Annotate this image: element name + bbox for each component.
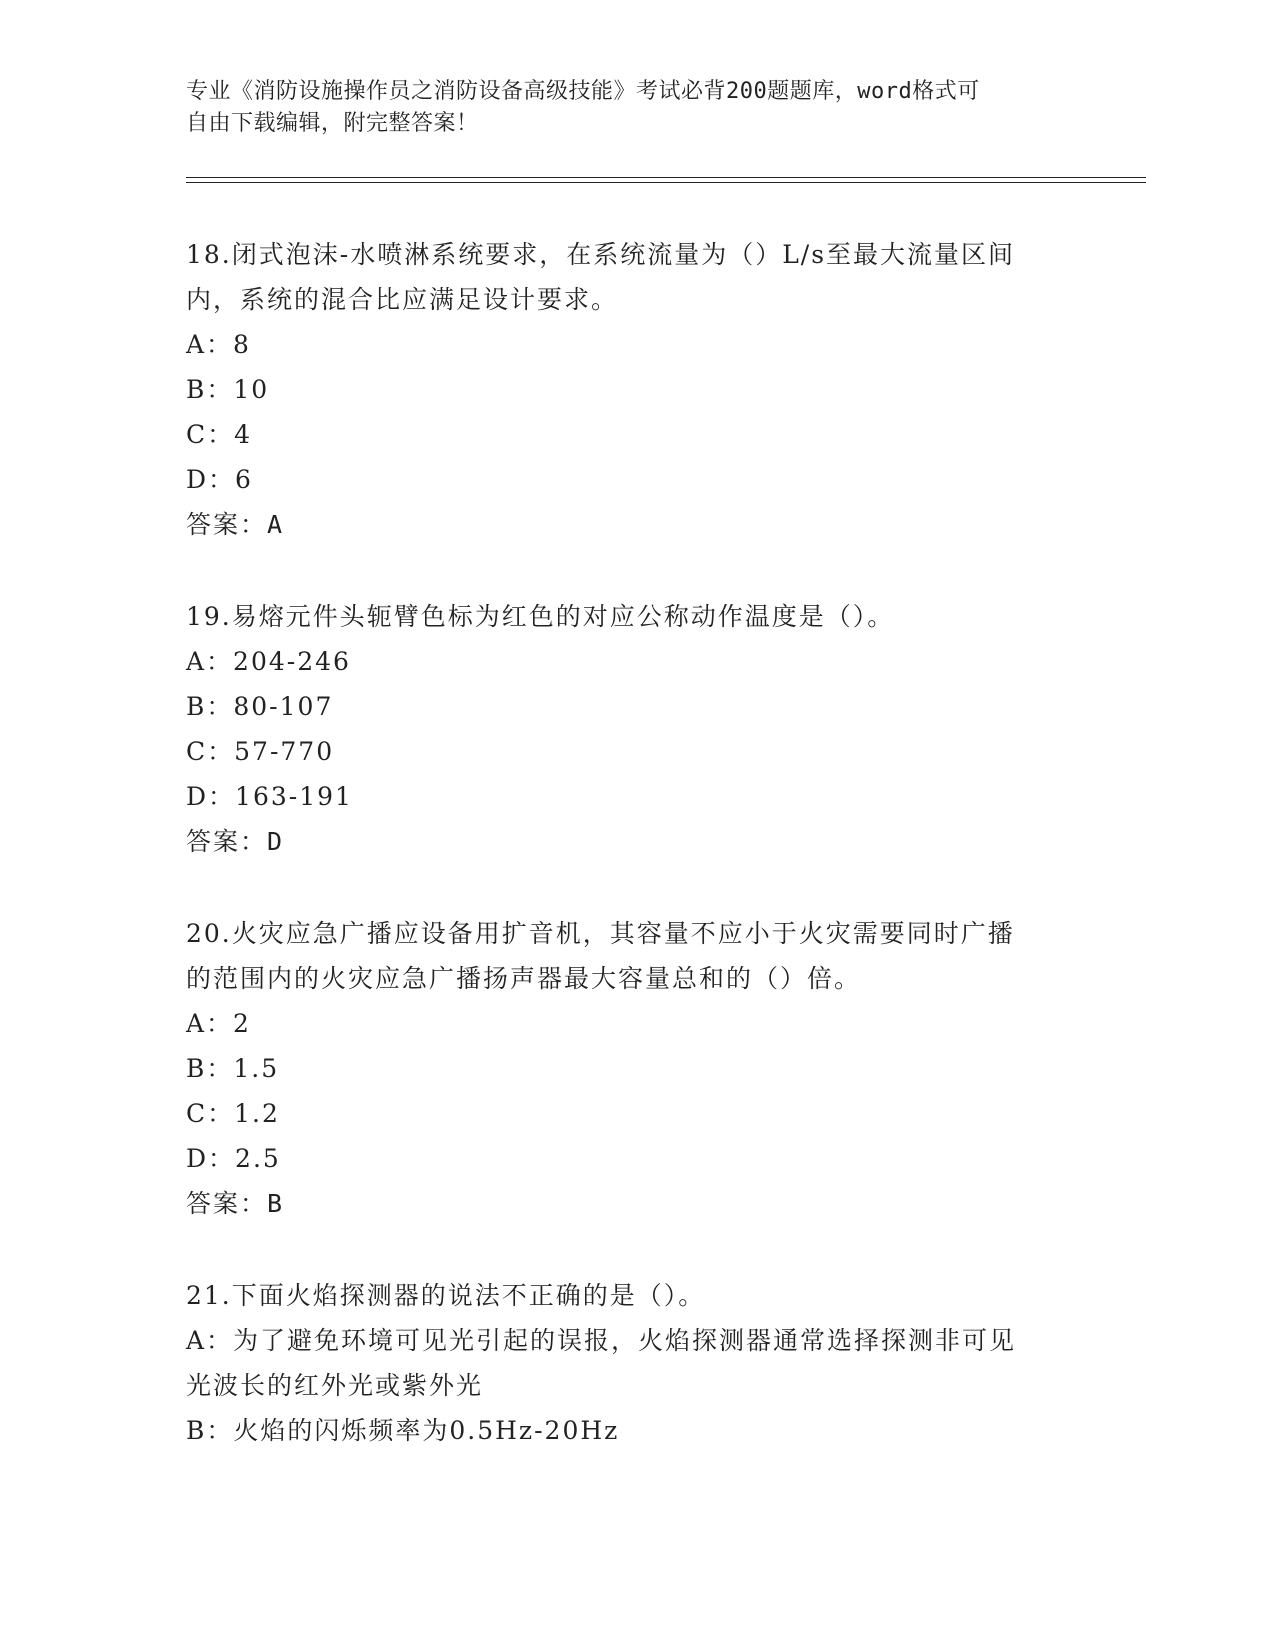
question-list [186,232,1086,1500]
option-a-continued: 光波长的红外光或紫外光 [186,1371,484,1400]
option-c: C：1.2 [186,1099,280,1128]
header-line-1: 专业《消防设施操作员之消防设备高级技能》考试必背200题题库，word格式可 [186,79,980,104]
question-20 [186,911,1086,1226]
option-b: B：火焰的闪烁频率为0.5Hz-20Hz [186,1416,620,1445]
option-b: B：1.5 [186,1054,280,1083]
option-b: B：80-107 [186,692,334,721]
answer [186,819,1086,864]
question-text: 19.易熔元件头轭臂色标为红色的对应公称动作温度是（）。 [186,602,895,631]
answer-value: B [267,1189,284,1218]
answer-label: 答案： [186,827,268,856]
answer [186,502,1086,547]
answer-value: A [267,510,284,539]
answer-label: 答案： [186,510,268,539]
question-19 [186,594,1086,864]
answer-label: 答案： [186,1189,268,1218]
header-divider-top [186,177,1146,178]
question-21 [186,1273,1086,1453]
question-text: 的范围内的火灾应急广播扬声器最大容量总和的（）倍。 [186,964,862,993]
question-18 [186,232,1086,547]
question-text: 21.下面火焰探测器的说法不正确的是（）。 [186,1281,706,1310]
question-text: 18.闭式泡沫-水喷淋系统要求，在系统流量为（）L/s至最大流量区间 [186,240,1016,269]
header-divider-bottom [186,182,1146,183]
option-a: A：为了避免环境可见光引起的误报，火焰探测器通常选择探测非可见 [186,1326,1017,1355]
option-a: A：8 [186,330,251,359]
header-line-2: 自由下载编辑，附完整答案！ [186,111,479,136]
answer-value: D [267,827,284,856]
question-text: 20.火灾应急广播应设备用扩音机，其容量不应小于火灾需要同时广播 [186,919,1015,948]
document-header [186,76,1086,140]
answer [186,1181,1086,1226]
option-a: A：2 [186,1009,251,1038]
option-d: D：6 [186,465,253,494]
option-d: D：2.5 [186,1144,281,1173]
option-d: D：163-191 [186,782,353,811]
option-a: A：204-246 [186,647,351,676]
option-c: C：4 [186,420,253,449]
option-b: B：10 [186,375,270,404]
option-c: C：57-770 [186,737,335,766]
question-text: 内，系统的混合比应满足设计要求。 [186,285,619,314]
